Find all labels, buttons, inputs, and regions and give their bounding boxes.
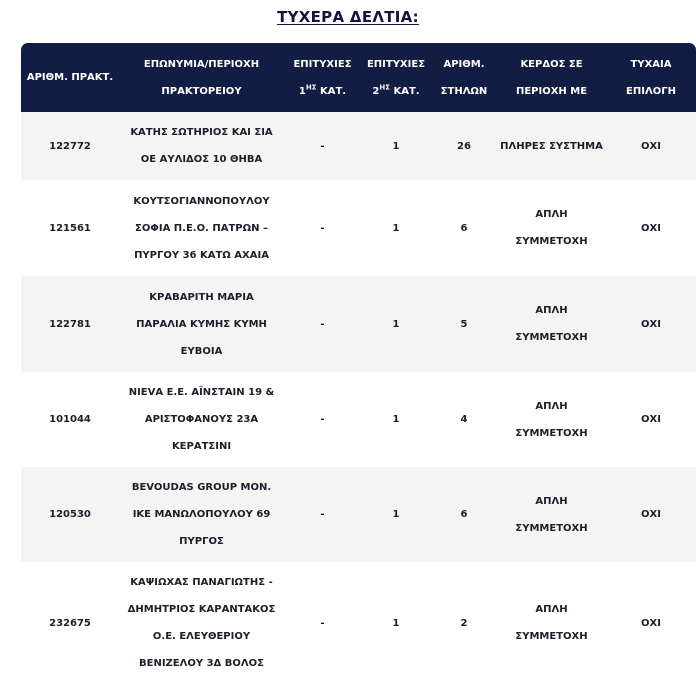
- name-line: ΚΑΤΗΣ ΣΩΤΗΡΙΟΣ ΚΑΙ ΣΙΑ: [130, 127, 273, 138]
- cell-first-category: -: [320, 509, 325, 520]
- name-line: ΟΕ ΑΥΛΙΔΟΣ 10 ΘΗΒΑ: [140, 154, 263, 165]
- header-second-line1: ΕΠΙΤΥΧΙΕΣ: [366, 58, 426, 70]
- header-second-suffix: ΚΑΤ.: [390, 85, 420, 97]
- name-line: ΚΟΥΤΣΟΓΙΑΝΝΟΠΟΥΛΟΥ: [133, 195, 270, 207]
- cell-columns: 4: [460, 414, 468, 425]
- name-line: ΚΑΨΙΩΧΑΣ ΠΑΝΑΓΙΩΤΗΣ -: [130, 577, 273, 588]
- name-line: Ο.Ε. ΕΛΕΥΘΕΡΙΟΥ: [152, 631, 251, 642]
- header-win-type: [497, 43, 606, 112]
- cell-agency-no: 122772: [49, 140, 91, 152]
- cell-random: ΟΧΙ: [641, 509, 661, 520]
- name-line: ΒΕΝΙΖΕΛΟΥ 3Δ ΒΟΛΟΣ: [139, 658, 264, 669]
- name-line: ΠΑΡΑΛΙΑ ΚΥΜΗΣ ΚΥΜΗ: [136, 318, 267, 330]
- cell-win-type: ΑΠΛΗ ΣΥΜΜΕΤΟΧΗ: [515, 604, 588, 642]
- table-row: [21, 112, 696, 180]
- table-row: [21, 372, 696, 467]
- cell-second-category: 1: [392, 414, 400, 425]
- cell-agency-name: [119, 112, 284, 180]
- table-row: [21, 180, 696, 276]
- cell-win-type: ΑΠΛΗ ΣΥΜΜΕΤΟΧΗ: [515, 209, 588, 247]
- cell-first-category: -: [320, 318, 325, 330]
- cell-agency-name: [119, 276, 284, 372]
- cell-first-category: -: [320, 414, 325, 425]
- table-row: [21, 276, 696, 372]
- cell-second-category: 1: [392, 140, 400, 152]
- page-title: ΤΥΧΕΡΑ ΔΕΛΤΙΑ:: [277, 8, 419, 26]
- header-columns-line1: ΑΡΙΘΜ.: [443, 58, 485, 70]
- cell-random: ΟΧΙ: [641, 617, 661, 629]
- header-first-sup: ΗΣ: [305, 83, 317, 92]
- cell-random: ΟΧΙ: [641, 414, 661, 425]
- header-second-num: 2: [372, 85, 380, 97]
- cell-second-category: 1: [392, 222, 400, 234]
- name-line: ΕΥΒΟΙΑ: [180, 345, 223, 357]
- name-line: ΚΕΡΑΤΣΙΝΙ: [171, 441, 232, 452]
- header-agency-no: [21, 43, 119, 112]
- cell-agency-name: [119, 180, 284, 276]
- header-columns: [431, 43, 497, 112]
- header-win-line2: ΠΕΡΙΟΧΗ ΜΕ: [515, 85, 588, 97]
- cell-win-type: ΠΛΗΡΕΣ ΣΥΣΤΗΜΑ: [500, 140, 603, 152]
- header-random-line2: ΕΠΙΛΟΓΗ: [626, 85, 676, 97]
- cell-agency-no: 121561: [49, 222, 91, 234]
- cell-first-category: -: [320, 222, 325, 234]
- header-agency-no-label: ΑΡΙΘΜ. ΠΡΑΚΤ.: [26, 72, 114, 83]
- name-line: ΑΡΙΣΤΟΦΑΝΟΥΣ 23Α: [144, 414, 259, 425]
- cell-random: ΟΧΙ: [641, 222, 661, 234]
- cell-first-category: -: [320, 617, 325, 629]
- cell-second-category: 1: [392, 509, 400, 520]
- cell-columns: 2: [460, 617, 468, 629]
- header-name-line1: ΕΠΩΝΥΜΙΑ/ΠΕΡΙΟΧΗ: [143, 58, 260, 70]
- cell-agency-no: 232675: [49, 617, 91, 629]
- cell-win-type: ΑΠΛΗ ΣΥΜΜΕΤΟΧΗ: [515, 305, 588, 343]
- cell-second-category: 1: [392, 617, 400, 629]
- cell-first-category: -: [320, 140, 325, 152]
- table-row: [21, 562, 696, 684]
- cell-agency-name: [119, 562, 284, 684]
- header-random-line1: ΤΥΧΑΙΑ: [630, 58, 672, 70]
- name-line: ΙΚΕ ΜΑΝΩΛΟΠΟΥΛΟΥ 69: [132, 509, 271, 520]
- header-first-num: 1: [298, 85, 306, 97]
- cell-columns: 26: [457, 140, 471, 152]
- name-line: BEVOUDAS GROUP MON.: [131, 482, 272, 493]
- header-first-category: [284, 43, 361, 112]
- cell-win-type: ΑΠΛΗ ΣΥΜΜΕΤΟΧΗ: [515, 495, 588, 534]
- cell-columns: 5: [460, 318, 468, 330]
- name-line: ΣΟΦΙΑ Π.Ε.Ο. ΠΑΤΡΩΝ –: [135, 222, 268, 234]
- winning-tickets-table-container: [21, 43, 696, 684]
- cell-agency-no: 120530: [49, 509, 91, 520]
- cell-agency-no: 122781: [49, 318, 91, 330]
- cell-agency-no: 101044: [49, 414, 91, 425]
- name-line: ΚΡΑΒΑΡΙΤΗ ΜΑΡΙΑ: [149, 291, 254, 303]
- header-second-category: [361, 43, 431, 112]
- name-line: ΠΥΡΓΟΥ 36 ΚΑΤΩ ΑΧΑΙΑ: [134, 249, 269, 261]
- cell-agency-name: [119, 467, 284, 562]
- table-row: [21, 467, 696, 562]
- cell-agency-name: [119, 372, 284, 467]
- cell-second-category: 1: [392, 318, 400, 330]
- header-first-line1: ΕΠΙΤΥΧΙΕΣ: [293, 58, 352, 70]
- header-name-line2: ΠΡΑΚΤΟΡΕΙΟΥ: [161, 85, 242, 97]
- table-header-row: [21, 43, 696, 112]
- name-line: ΝΙΕVΑ Ε.Ε. ΑΪΝΣΤΑΙΝ 19 &: [128, 387, 275, 398]
- cell-columns: 6: [460, 509, 468, 520]
- cell-win-type: ΑΠΛΗ ΣΥΜΜΕΤΟΧΗ: [515, 400, 588, 439]
- header-agency-name: [119, 43, 284, 112]
- name-line: ΠΥΡΓΟΣ: [179, 536, 224, 547]
- header-first-suffix: ΚΑΤ.: [316, 85, 347, 97]
- cell-random: ΟΧΙ: [641, 318, 661, 330]
- header-win-line1: ΚΕΡΔΟΣ ΣΕ: [520, 58, 583, 70]
- name-line: ΔΗΜΗΤΡΙΟΣ ΚΑΡΑΝΤΑΚΟΣ: [127, 604, 276, 615]
- header-columns-line2: ΣΤΗΛΩΝ: [440, 85, 488, 97]
- header-random: [606, 43, 696, 112]
- cell-columns: 6: [460, 222, 468, 234]
- winning-tickets-table: [21, 43, 696, 684]
- cell-random: ΟΧΙ: [641, 140, 661, 152]
- header-second-sup: ΗΣ: [379, 83, 390, 92]
